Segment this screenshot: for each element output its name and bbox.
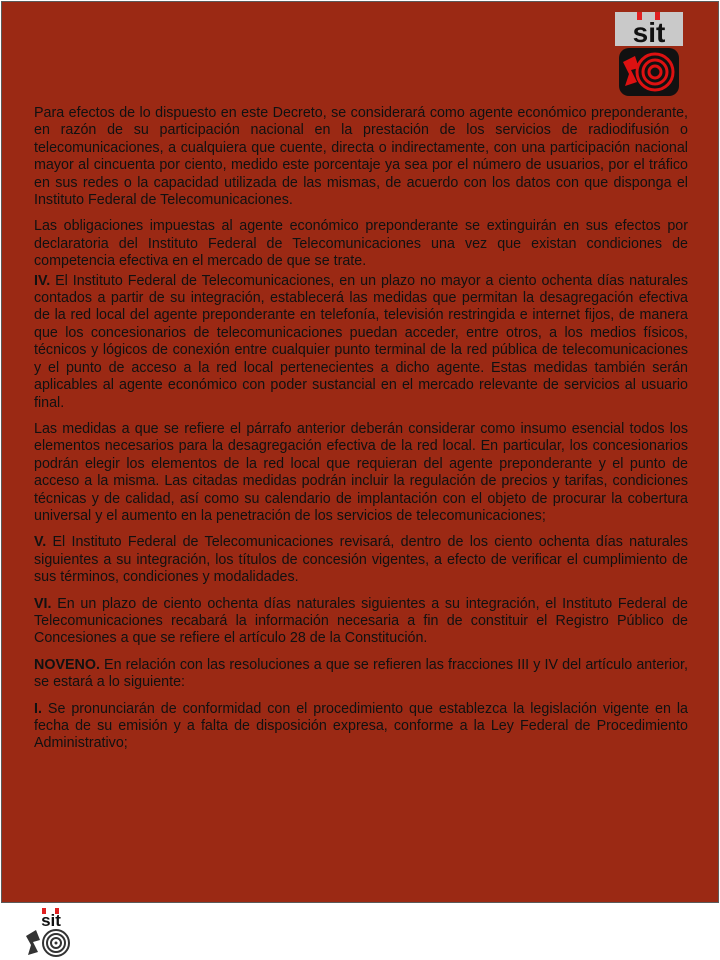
slide-panel	[1, 1, 719, 903]
sit-logo-icon	[615, 12, 683, 98]
paragraph-agente-preponderante: Para efectos de lo dispuesto en este Decreto, se considerará como agente económico preponderante, en razón de su participación nacional en la prestación de los servicios de radiodifusión o telecomunicaciones, a cualquiera que cuente, directa o indirectamente, con una participación nacional mayor al cincuenta por ciento, medido este porcentaje ya sea por el número de usuarios, por el tráfico en sus redes o la capacidad utilizada de las mismas, de acuerdo con los datos con que disponga el Instituto Federal de Telecomunicaciones.	[34, 105, 688, 209]
paragraph-fraccion-v: V. El Instituto Federal de Telecomunicaciones revisará, dentro de los ciento ochenta días naturales siguientes a su integración, los títulos de concesión vigentes, a efecto de verificar el cumplimiento de sus términos, condiciones y modalidades.	[34, 534, 688, 586]
logo-text: sit	[632, 17, 666, 48]
paragraph-fraccion-iv: IV. El Instituto Federal de Telecomunicaciones, en un plazo no mayor a ciento ochenta días naturales contados a partir de su integración, establecerá las medidas que permitan la desagregación efectiva de la red local del agente preponderante en telefonía, televisión restringida e internet fijos, de manera que los concesionarios de telecomunicaciones puedan acceder, entre otros, a los medios físicos, técnicos y lógicos de conexión entre cualquier punto terminal de la red pública de telecomunicaciones y el punto de acceso a la red local pertenecientes a dicho agente. Estas medidas también serán aplicables al agente económico con poder sustancial en el mercado relevante de servicios al usuario final.	[34, 272, 688, 411]
paragraph-medidas: Las medidas a que se refiere el párrafo anterior deberán considerar como insumo esencial todos los elementos necesarios para la desagregación efectiva de la red local. En particular, los concesionarios podrán elegir los elementos de la red local que requieran del agente preponderante y el punto de acceso a la misma. Las citadas medidas podrán incluir la regulación de precios y tarifas, condiciones técnicas y de calidad, así como su calendario de implantación con el objeto de procurar la cobertura universal y el aumento en la penetración de los servicios de telecomunicaciones;	[34, 420, 688, 524]
footer-logo-text: sit	[41, 911, 61, 930]
document-body	[34, 105, 688, 762]
paragraph-obligaciones: Las obligaciones impuestas al agente económico preponderante se extinguirán en sus efectos por declaratoria del Instituto Federal de Telecomunicaciones una vez que existan condiciones de competencia efectiva en el mercado de que se trate.	[34, 218, 688, 270]
paragraph-fraccion-vi: VI. En un plazo de ciento ochenta días naturales siguientes a su integración, el Instituto Federal de Telecomunicaciones recabará la información necesaria a fin de constituir el Registro Público de Concesiones a que se refiere el artículo 28 de la Constitución.	[34, 595, 688, 647]
sit-footer-logo-icon	[22, 908, 78, 958]
paragraph-noveno: NOVENO. En relación con las resoluciones a que se refieren las fracciones III y IV del artículo anterior, se estará a lo siguiente:	[34, 656, 688, 691]
paragraph-fraccion-i: I. Se pronunciarán de conformidad con el procedimiento que establezca la legislación vigente en la fecha de su emisión y a falta de disposición expresa, conforme a la Ley Federal de Procedimiento Administrativo;	[34, 700, 688, 752]
